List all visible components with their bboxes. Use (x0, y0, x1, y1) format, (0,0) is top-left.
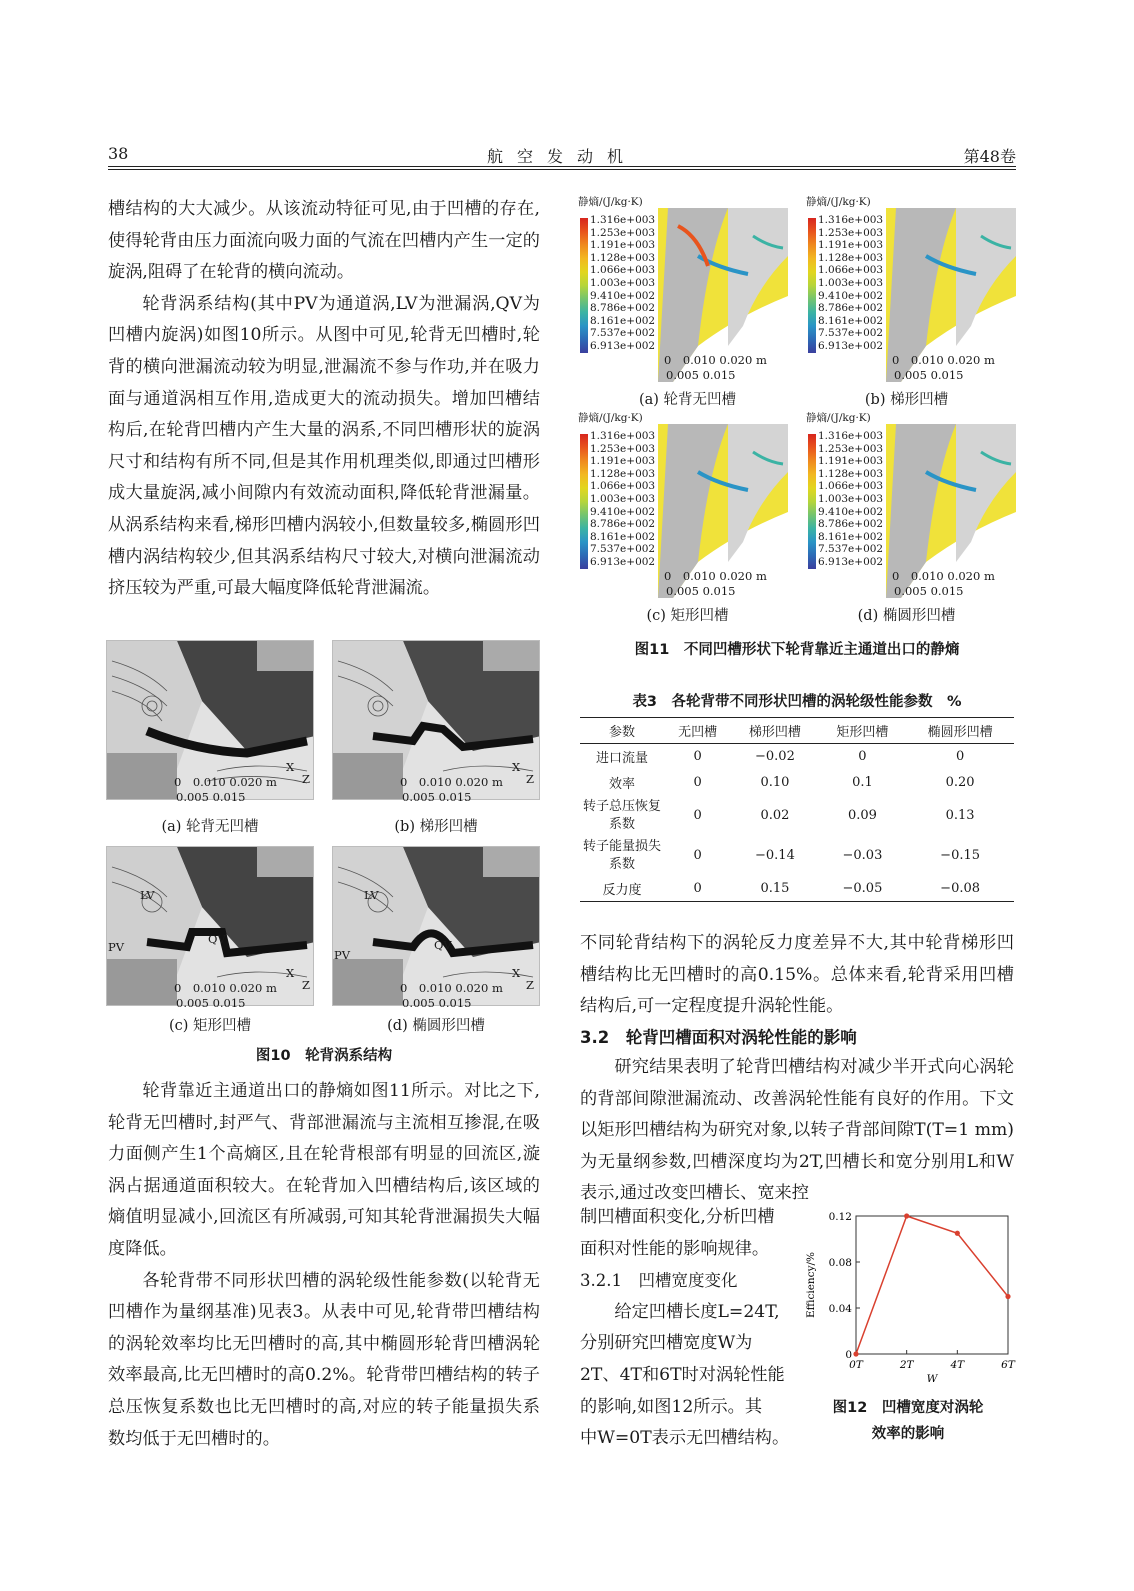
series-line (856, 1216, 1008, 1354)
legend-value: 9.410e+002 (818, 289, 884, 302)
legend-value: 9.410e+002 (818, 505, 884, 518)
data-point (1005, 1294, 1010, 1299)
header-rule (108, 166, 1016, 167)
scale-bar-bottom: 0.005 0.015 (402, 790, 472, 804)
legend-value: 1.316e+003 (590, 430, 656, 442)
figure-10 (106, 640, 542, 1070)
table-row (580, 770, 1014, 796)
legend-value: 1.128e+003 (818, 467, 884, 480)
table-cell: 0 (693, 749, 702, 765)
axis-z-label: Z (302, 978, 310, 992)
fig11-subcaption-d: (d) 椭圆形凹槽 (857, 608, 956, 624)
fig11-subcaption-b: (b) 梯形凹槽 (864, 392, 949, 408)
x-tick-label: 0T (849, 1359, 863, 1371)
x-tick-label: 4T (950, 1359, 965, 1371)
axis-z-label: Z (526, 978, 534, 992)
x-tick-label: 2T (899, 1359, 914, 1371)
figure-11 (578, 196, 1016, 658)
x-axis-label: W (926, 1373, 938, 1385)
legend-title: 静熵/(J/kg·K) (806, 196, 871, 208)
legend-title: 静熵/(J/kg·K) (578, 412, 643, 424)
legend-value: 7.537e+002 (818, 543, 884, 556)
table-cell: −0.03 (842, 848, 883, 863)
scale-bar-top: 0 0.010 0.020 m (400, 775, 503, 789)
lv-label: LV (140, 888, 155, 902)
paragraph: 研究结果表明了轮背凹槽结构对减少半开式向心涡轮的背部间隙泄漏流动、改善涡轮性能有良好的作用。下文以矩形凹槽结构为研究对象,以转子背部间隙T(T=1 mm)为无量纲参数,凹槽深度均为2T,凹槽长和宽分别用L和W表示,通过改变凹槽长、宽来控 (580, 1057, 1014, 1204)
table-cell: 0.13 (945, 808, 975, 823)
qv-label: QV (434, 938, 452, 952)
table-header: 无凹槽 (678, 725, 718, 740)
qv-label: QV (208, 932, 226, 946)
section-3-2-heading: 3.2 轮背凹槽面积对涡轮性能的影响 (580, 1028, 857, 1047)
legend-value: 1.191e+003 (590, 455, 656, 468)
legend-value: 7.537e+002 (590, 327, 656, 340)
legend-value: 7.537e+002 (818, 327, 884, 340)
data-point (904, 1213, 909, 1218)
y-axis-label: Efficiency/% (805, 1251, 817, 1319)
axis-z-label: Z (526, 772, 534, 786)
lv-label: LV (364, 888, 379, 902)
scale-bar-bottom: 0.005 0.015 (402, 996, 472, 1010)
legend-title: 静熵/(J/kg·K) (578, 196, 643, 208)
legend-value: 1.316e+003 (818, 214, 884, 226)
legend-value: 1.253e+003 (818, 226, 884, 239)
data-point (853, 1351, 858, 1356)
paragraph-line: 2T、4T和6T时对涡轮性能 (580, 1364, 785, 1385)
legend-value: 1.191e+003 (818, 455, 884, 468)
fig12-title-line2: 效率的影响 (871, 1426, 945, 1442)
legend-value: 9.410e+002 (590, 289, 656, 302)
axis-x-label: X (286, 760, 295, 774)
legend-value: 1.128e+003 (590, 467, 656, 480)
legend-value: 8.161e+002 (818, 314, 884, 327)
fig10-title: 图10 轮背涡系结构 (255, 1048, 393, 1064)
data-point (955, 1231, 960, 1236)
legend-value: 1.253e+003 (590, 442, 656, 455)
table-header: 矩形凹槽 (836, 725, 889, 740)
legend-value: 7.537e+002 (590, 543, 656, 556)
table-row (580, 836, 1014, 876)
right-narrow-text (580, 1202, 800, 1455)
legend-value: 8.161e+002 (818, 530, 884, 543)
fig12-title-line1: 图12 凹槽宽度对涡轮 (832, 1400, 984, 1416)
table-cell: 效率 (608, 777, 635, 792)
table-header: 参数 (608, 725, 635, 740)
legend-value: 1.191e+003 (818, 239, 884, 252)
right-text-2 (580, 1052, 1014, 1210)
scale-bar-top: 0 0.010 0.020 m (174, 775, 277, 789)
legend-value: 1.316e+003 (818, 430, 884, 442)
scale-bar-top: 0 0.010 0.020 m (664, 569, 767, 583)
legend-value: 1.066e+003 (818, 480, 884, 493)
legend-value: 8.786e+002 (590, 302, 656, 315)
legend-value: 1.003e+003 (818, 277, 884, 289)
table-cell: 0.15 (760, 880, 790, 896)
fig11-panel (806, 412, 1016, 598)
table-cell: 0.1 (852, 775, 873, 790)
section-3-2-1-heading: 3.2.1 凹槽宽度变化 (580, 1271, 738, 1291)
axis-z-label: Z (302, 772, 310, 786)
legend-value: 1.003e+003 (590, 277, 656, 289)
scale-bar-bottom: 0.005 0.015 (894, 368, 964, 382)
legend-value: 1.066e+003 (590, 480, 656, 493)
table-row (580, 796, 1014, 836)
legend-value: 8.161e+002 (590, 314, 656, 327)
scale-bar-bottom: 0.005 0.015 (176, 996, 246, 1010)
scale-bar-top: 0 0.010 0.020 m (892, 353, 995, 367)
page-number: 38 (108, 144, 129, 163)
fig11-panel (578, 196, 788, 382)
table-cell: 0 (693, 848, 702, 863)
scale-bar-bottom: 0.005 0.015 (666, 368, 736, 382)
legend-value: 1.003e+003 (818, 493, 884, 505)
header-rule (108, 169, 1016, 170)
table-cell: 转子总压恢复系数 (582, 798, 661, 832)
figure-12 (800, 1204, 1016, 1444)
y-tick-label: 0.08 (828, 1257, 852, 1269)
pv-label: PV (334, 948, 351, 962)
legend-value: 6.913e+002 (818, 340, 884, 352)
paragraph-line: 的影响,如图12所示。其 (580, 1396, 763, 1417)
table-cell: 0 (693, 880, 702, 896)
pv-label: PV (108, 940, 125, 954)
scale-bar-bottom: 0.005 0.015 (176, 790, 246, 804)
table-cell: 0 (955, 749, 965, 765)
legend-title: 静熵/(J/kg·K) (806, 412, 871, 424)
paragraph-line: 分别研究凹槽宽度W为 (580, 1333, 753, 1354)
fig11-subcaption-a: (a) 轮背无凹槽 (638, 392, 737, 408)
legend-value: 1.316e+003 (590, 214, 656, 226)
page-header (108, 140, 1016, 166)
legend-value: 8.786e+002 (818, 518, 884, 531)
fig10-subcaption-d: (d) 椭圆形凹槽 (387, 1018, 485, 1034)
axis-x-label: X (512, 760, 521, 774)
table-cell: 反力度 (602, 882, 642, 898)
table-cell: 0 (858, 749, 867, 765)
table-cell: −0.05 (842, 880, 883, 896)
table-cell: 0 (693, 808, 702, 823)
scale-bar-top: 0 0.010 0.020 m (664, 353, 767, 367)
scale-bar-bottom: 0.005 0.015 (894, 584, 964, 598)
paragraph: 槽结构的大大减少。从该流动特征可见,由于凹槽的存在,使得轮背由压力面流向吸力面的气流在凹槽内产生一定的旋涡,阻碍了在轮背的横向流动。 (108, 199, 540, 283)
table-cell: 0.02 (760, 808, 790, 823)
scale-bar-top: 0 0.010 0.020 m (400, 981, 503, 995)
table-header: 椭圆形凹槽 (927, 725, 993, 740)
left-top-text (108, 194, 540, 605)
fig11-panel (806, 196, 1016, 382)
table-cell: 转子能量损失系数 (582, 838, 661, 872)
table-cell: 0.10 (760, 775, 790, 790)
legend-value: 8.161e+002 (590, 530, 656, 543)
table-row (580, 876, 1014, 902)
legend-value: 1.003e+003 (590, 493, 656, 505)
fig10-subcaption-b: (b) 梯形凹槽 (394, 819, 478, 835)
legend-value: 1.128e+003 (590, 251, 656, 264)
left-bottom-text (108, 1076, 540, 1455)
legend-value: 8.786e+002 (818, 302, 884, 315)
axis-x-label: X (286, 966, 295, 980)
table-cell: 0.09 (847, 808, 877, 823)
paragraph-line: 制凹槽面积变化,分析凹槽 (580, 1207, 775, 1227)
legend-value: 1.066e+003 (590, 264, 656, 277)
fig10-subcaption-c: (c) 矩形凹槽 (168, 1018, 252, 1034)
legend-value: 9.410e+002 (590, 505, 656, 518)
table3-title: 表3 各轮背带不同形状凹槽的涡轮级性能参数 % (632, 694, 962, 710)
table-cell: 进口流量 (595, 751, 648, 767)
y-tick-label: 0.04 (828, 1303, 852, 1315)
fig11-title: 图11 不同凹槽形状下轮背靠近主通道出口的静熵 (634, 642, 960, 658)
legend-value: 1.066e+003 (818, 264, 884, 277)
paragraph: 轮背靠近主通道出口的静熵如图11所示。对比之下,轮背无凹槽时,封严气、背部泄漏流与主流相互掺混,在吸力面侧产生1个高熵区,且在轮背根部有明显的回流区,漩涡占据通道面积较大。在轮背加入凹槽结构后,该区域的熵值明显减小,回流区有所减弱,可知其轮背泄漏损失大幅度降低。 (108, 1081, 540, 1259)
paragraph-line: 给定凹槽长度L=24T, (614, 1301, 780, 1322)
axis-x-label: X (512, 966, 521, 980)
paragraph: 不同轮背结构下的涡轮反力度差异不大,其中轮背梯形凹槽结构比无凹槽时的高0.15%。总体来看,轮背采用凹槽结构后,可一定程度提升涡轮性能。 (580, 933, 1014, 1017)
fig10-subcaption-a: (a) 轮背无凹槽 (161, 819, 259, 835)
table-cell: 0 (693, 775, 702, 790)
table-cell: −0.02 (755, 749, 795, 765)
x-tick-label: 6T (1001, 1359, 1015, 1371)
table-cell: −0.15 (940, 848, 981, 863)
scale-bar-bottom: 0.005 0.015 (666, 584, 736, 598)
legend-value: 1.191e+003 (590, 239, 656, 252)
right-text (580, 928, 1014, 1023)
table-3 (580, 690, 1014, 902)
journal-title: 航空发动机 (486, 147, 637, 166)
table-cell: −0.14 (755, 848, 795, 863)
table-cell: −0.08 (940, 880, 981, 896)
legend-value: 6.913e+002 (590, 340, 656, 352)
legend-value: 8.786e+002 (590, 518, 656, 531)
legend-value: 6.913e+002 (590, 556, 656, 568)
table-header: 梯形凹槽 (748, 725, 801, 740)
paragraph-line: 中W=0T表示无凹槽结构。 (580, 1428, 790, 1449)
scale-bar-top: 0 0.010 0.020 m (892, 569, 995, 583)
fig11-subcaption-c: (c) 矩形凹槽 (646, 608, 729, 624)
paragraph: 轮背涡系结构(其中PV为通道涡,LV为泄漏涡,QV为凹槽内旋涡)如图10所示。从图中可见,轮背无凹槽时,轮背的横向泄漏流动较为明显,泄漏流不参与作功,并在吸力面与通道涡相互作用,造成更大的流动损失。增加凹槽结构后,在轮背凹槽内产生大量的涡系,不同凹槽形状的旋涡尺寸和结构有所不同,但是其作用机理类似,即通过凹槽形成大量旋涡,减小间隙内有效流动面积,降低轮背泄漏量。从涡系结构来看,梯形凹槽内涡较小,但数量较多,椭圆形凹槽内涡结构较少,但其涡系结构尺寸较大,对横向泄漏流动挤压较为严重,可最大幅度降低轮背泄漏流。 (108, 293, 540, 599)
paragraph: 各轮背带不同形状凹槽的涡轮级性能参数(以轮背无凹槽作为量纲基准)见表3。从表中可见,轮背带凹槽结构的涡轮效率均比无凹槽时的高,其中椭圆形轮背凹槽涡轮效率最高,比无凹槽时的高0.2%。轮背带凹槽结构的转子总压恢复系数也比无凹槽时的高,对应的转子能量损失系数均低于无凹槽时的。 (108, 1270, 540, 1449)
table3-grid (580, 717, 1014, 902)
paragraph-line: 面积对性能的影响规律。 (580, 1238, 770, 1259)
table-row (580, 744, 1014, 770)
fig11-panel (578, 412, 788, 598)
legend-value: 1.128e+003 (818, 251, 884, 264)
legend-value: 1.253e+003 (590, 226, 656, 239)
volume-label: 第48卷 (963, 147, 1016, 166)
legend-value: 1.253e+003 (818, 442, 884, 455)
y-tick-label: 0 (845, 1349, 852, 1361)
legend-value: 6.913e+002 (818, 556, 884, 568)
fig12-chart (800, 1204, 1016, 1389)
scale-bar-top: 0 0.010 0.020 m (174, 981, 277, 995)
y-tick-label: 0.12 (828, 1211, 852, 1223)
plot-frame (856, 1216, 1008, 1354)
table-cell: 0.20 (945, 775, 975, 790)
